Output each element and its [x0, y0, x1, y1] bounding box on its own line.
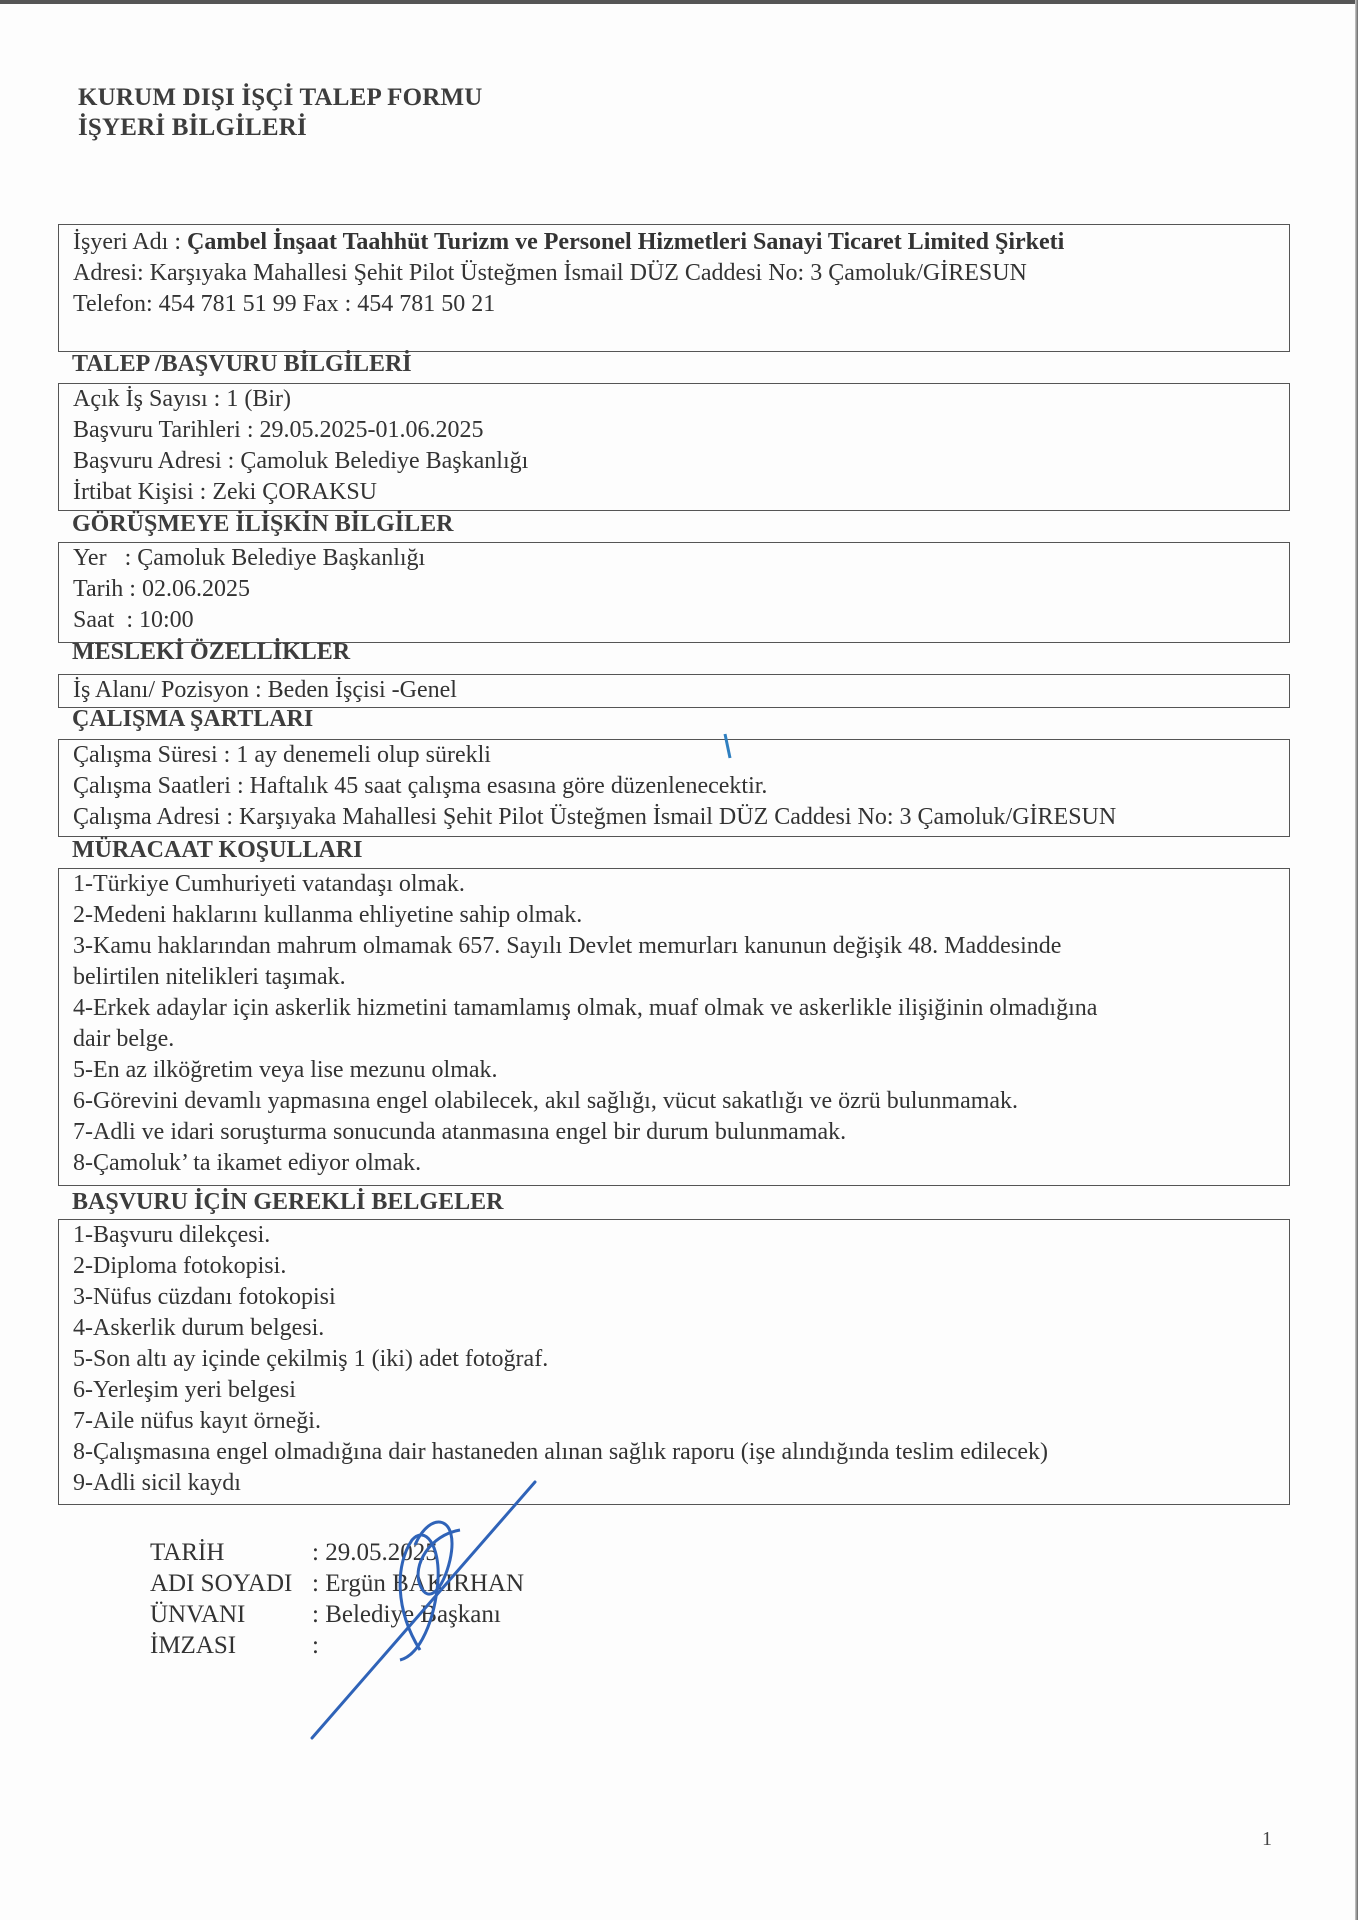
working-conditions-box — [58, 739, 1290, 837]
section-heading-requirements: MÜRACAAT KOŞULLARI — [72, 837, 363, 863]
scan-edge-top — [0, 0, 1358, 4]
document-item: 6-Yerleşim yeri belgesi — [73, 1377, 296, 1403]
documents-box — [58, 1219, 1290, 1505]
workplace-address: Adresi: Karşıyaka Mahallesi Şehit Pilot Üsteğmen İsmail DÜZ Caddesi No: 3 Çamoluk/GİRESUN — [73, 260, 1027, 286]
form-title: KURUM DIŞI İŞÇİ TALEP FORMU — [78, 84, 483, 111]
requirement-item: 8-Çamoluk’ ta ikamet ediyor olmak. — [73, 1150, 422, 1176]
signature-value: : 29.05.2025 — [312, 1539, 438, 1566]
workplace-name-label: İşyeri Adı : — [73, 229, 187, 255]
signature-value: : Ergün BAKIRHAN — [312, 1570, 525, 1597]
signature-value: : — [312, 1632, 319, 1659]
document-item: 9-Adli sicil kaydı — [73, 1470, 241, 1496]
document-item: 2-Diploma fotokopisi. — [73, 1253, 287, 1279]
signature-row-title — [150, 1599, 524, 1630]
document-item: 3-Nüfus cüzdanı fotokopisi — [73, 1284, 336, 1310]
signature-label: ÜNVANI — [150, 1601, 246, 1628]
requirement-item: dair belge. — [73, 1026, 175, 1052]
signature-block — [150, 1537, 524, 1661]
application-line: Açık İş Sayısı : 1 (Bir) — [73, 386, 291, 412]
signature-value: : Belediye Başkanı — [312, 1601, 501, 1628]
document-item: 7-Aile nüfus kayıt örneği. — [73, 1408, 321, 1434]
workplace-info-box — [58, 224, 1290, 352]
requirement-item: belirtilen nitelikleri taşımak. — [73, 964, 346, 990]
page-number: 1 — [1262, 1828, 1272, 1850]
interview-info-box — [58, 542, 1290, 643]
occupation-info-box — [58, 674, 1290, 708]
application-info-box — [58, 383, 1290, 511]
workplace-phone-fax: Telefon: 454 781 51 99 Fax : 454 781 50 21 — [73, 291, 496, 317]
working-conditions-line: Çalışma Adresi : Karşıyaka Mahallesi Şehit Pilot Üsteğmen İsmail DÜZ Caddesi No: 3 Çamoluk/GİRESUN — [73, 804, 1117, 830]
document-item: 1-Başvuru dilekçesi. — [73, 1222, 271, 1248]
application-line: İrtibat Kişisi : Zeki ÇORAKSU — [73, 479, 377, 505]
requirement-item: 4-Erkek adaylar için askerlik hizmetini tamamlamış olmak, muaf olmak ve askerlikle ilişiğinin olmadığına — [73, 995, 1098, 1021]
working-conditions-line: Çalışma Saatleri : Haftalık 45 saat çalışma esasına göre düzenlenecektir. — [73, 773, 768, 799]
occupation-line: İş Alanı/ Pozisyon : Beden İşçisi -Genel — [73, 677, 457, 703]
section-heading-application: TALEP /BAŞVURU BİLGİLERİ — [72, 351, 412, 377]
workplace-name-line — [59, 227, 1289, 258]
interview-line: Saat : 10:00 — [73, 607, 194, 633]
document-item: 8-Çalışmasına engel olmadığına dair hastaneden alınan sağlık raporu (işe alındığında teslim edilecek) — [73, 1439, 1049, 1465]
requirements-box — [58, 868, 1290, 1186]
signature-row-name — [150, 1568, 524, 1599]
signature-row-signature — [150, 1630, 524, 1661]
section-title-workplace: İŞYERİ BİLGİLERİ — [78, 114, 307, 141]
requirement-item: 2-Medeni haklarını kullanma ehliyetine sahip olmak. — [73, 902, 583, 928]
application-line: Başvuru Adresi : Çamoluk Belediye Başkanlığı — [73, 448, 529, 474]
signature-label: ADI SOYADI — [150, 1570, 293, 1597]
working-conditions-line: Çalışma Süresi : 1 ay denemeli olup sürekli — [73, 742, 491, 768]
signature-label: TARİH — [150, 1539, 225, 1566]
document-item: 5-Son altı ay içinde çekilmiş 1 (iki) adet fotoğraf. — [73, 1346, 549, 1372]
interview-line: Tarih : 02.06.2025 — [73, 576, 250, 602]
document-item: 4-Askerlik durum belgesi. — [73, 1315, 325, 1341]
requirement-item: 1-Türkiye Cumhuriyeti vatandaşı olmak. — [73, 871, 465, 897]
requirement-item: 7-Adli ve idari soruşturma sonucunda atanmasına engel bir durum bulunmamak. — [73, 1119, 847, 1145]
section-heading-documents: BAŞVURU İÇİN GEREKLİ BELGELER — [72, 1189, 504, 1215]
section-heading-working-conditions: ÇALIŞMA ŞARTLARI — [72, 706, 314, 732]
workplace-name-value: Çambel İnşaat Taahhüt Turizm ve Personel Hizmetleri Sanayi Ticaret Limited Şirketi — [187, 229, 1065, 255]
requirement-item: 6-Görevini devamlı yapmasına engel olabilecek, akıl sağlığı, vücut sakatlığı ve özrü bulunmamak. — [73, 1088, 1019, 1114]
section-heading-occupation: MESLEKİ ÖZELLİKLER — [72, 639, 351, 665]
signature-label: İMZASI — [150, 1632, 237, 1659]
requirement-item: 5-En az ilköğretim veya lise mezunu olmak. — [73, 1057, 498, 1083]
section-heading-interview: GÖRÜŞMEYE İLİŞKİN BİLGİLER — [72, 511, 454, 537]
application-line: Başvuru Tarihleri : 29.05.2025-01.06.2025 — [73, 417, 484, 443]
signature-row-date — [150, 1537, 524, 1568]
interview-line: Yer : Çamoluk Belediye Başkanlığı — [73, 545, 426, 571]
requirement-item: 3-Kamu haklarından mahrum olmamak 657. Sayılı Devlet memurları kanunun değişik 48. Maddesinde — [73, 933, 1062, 959]
